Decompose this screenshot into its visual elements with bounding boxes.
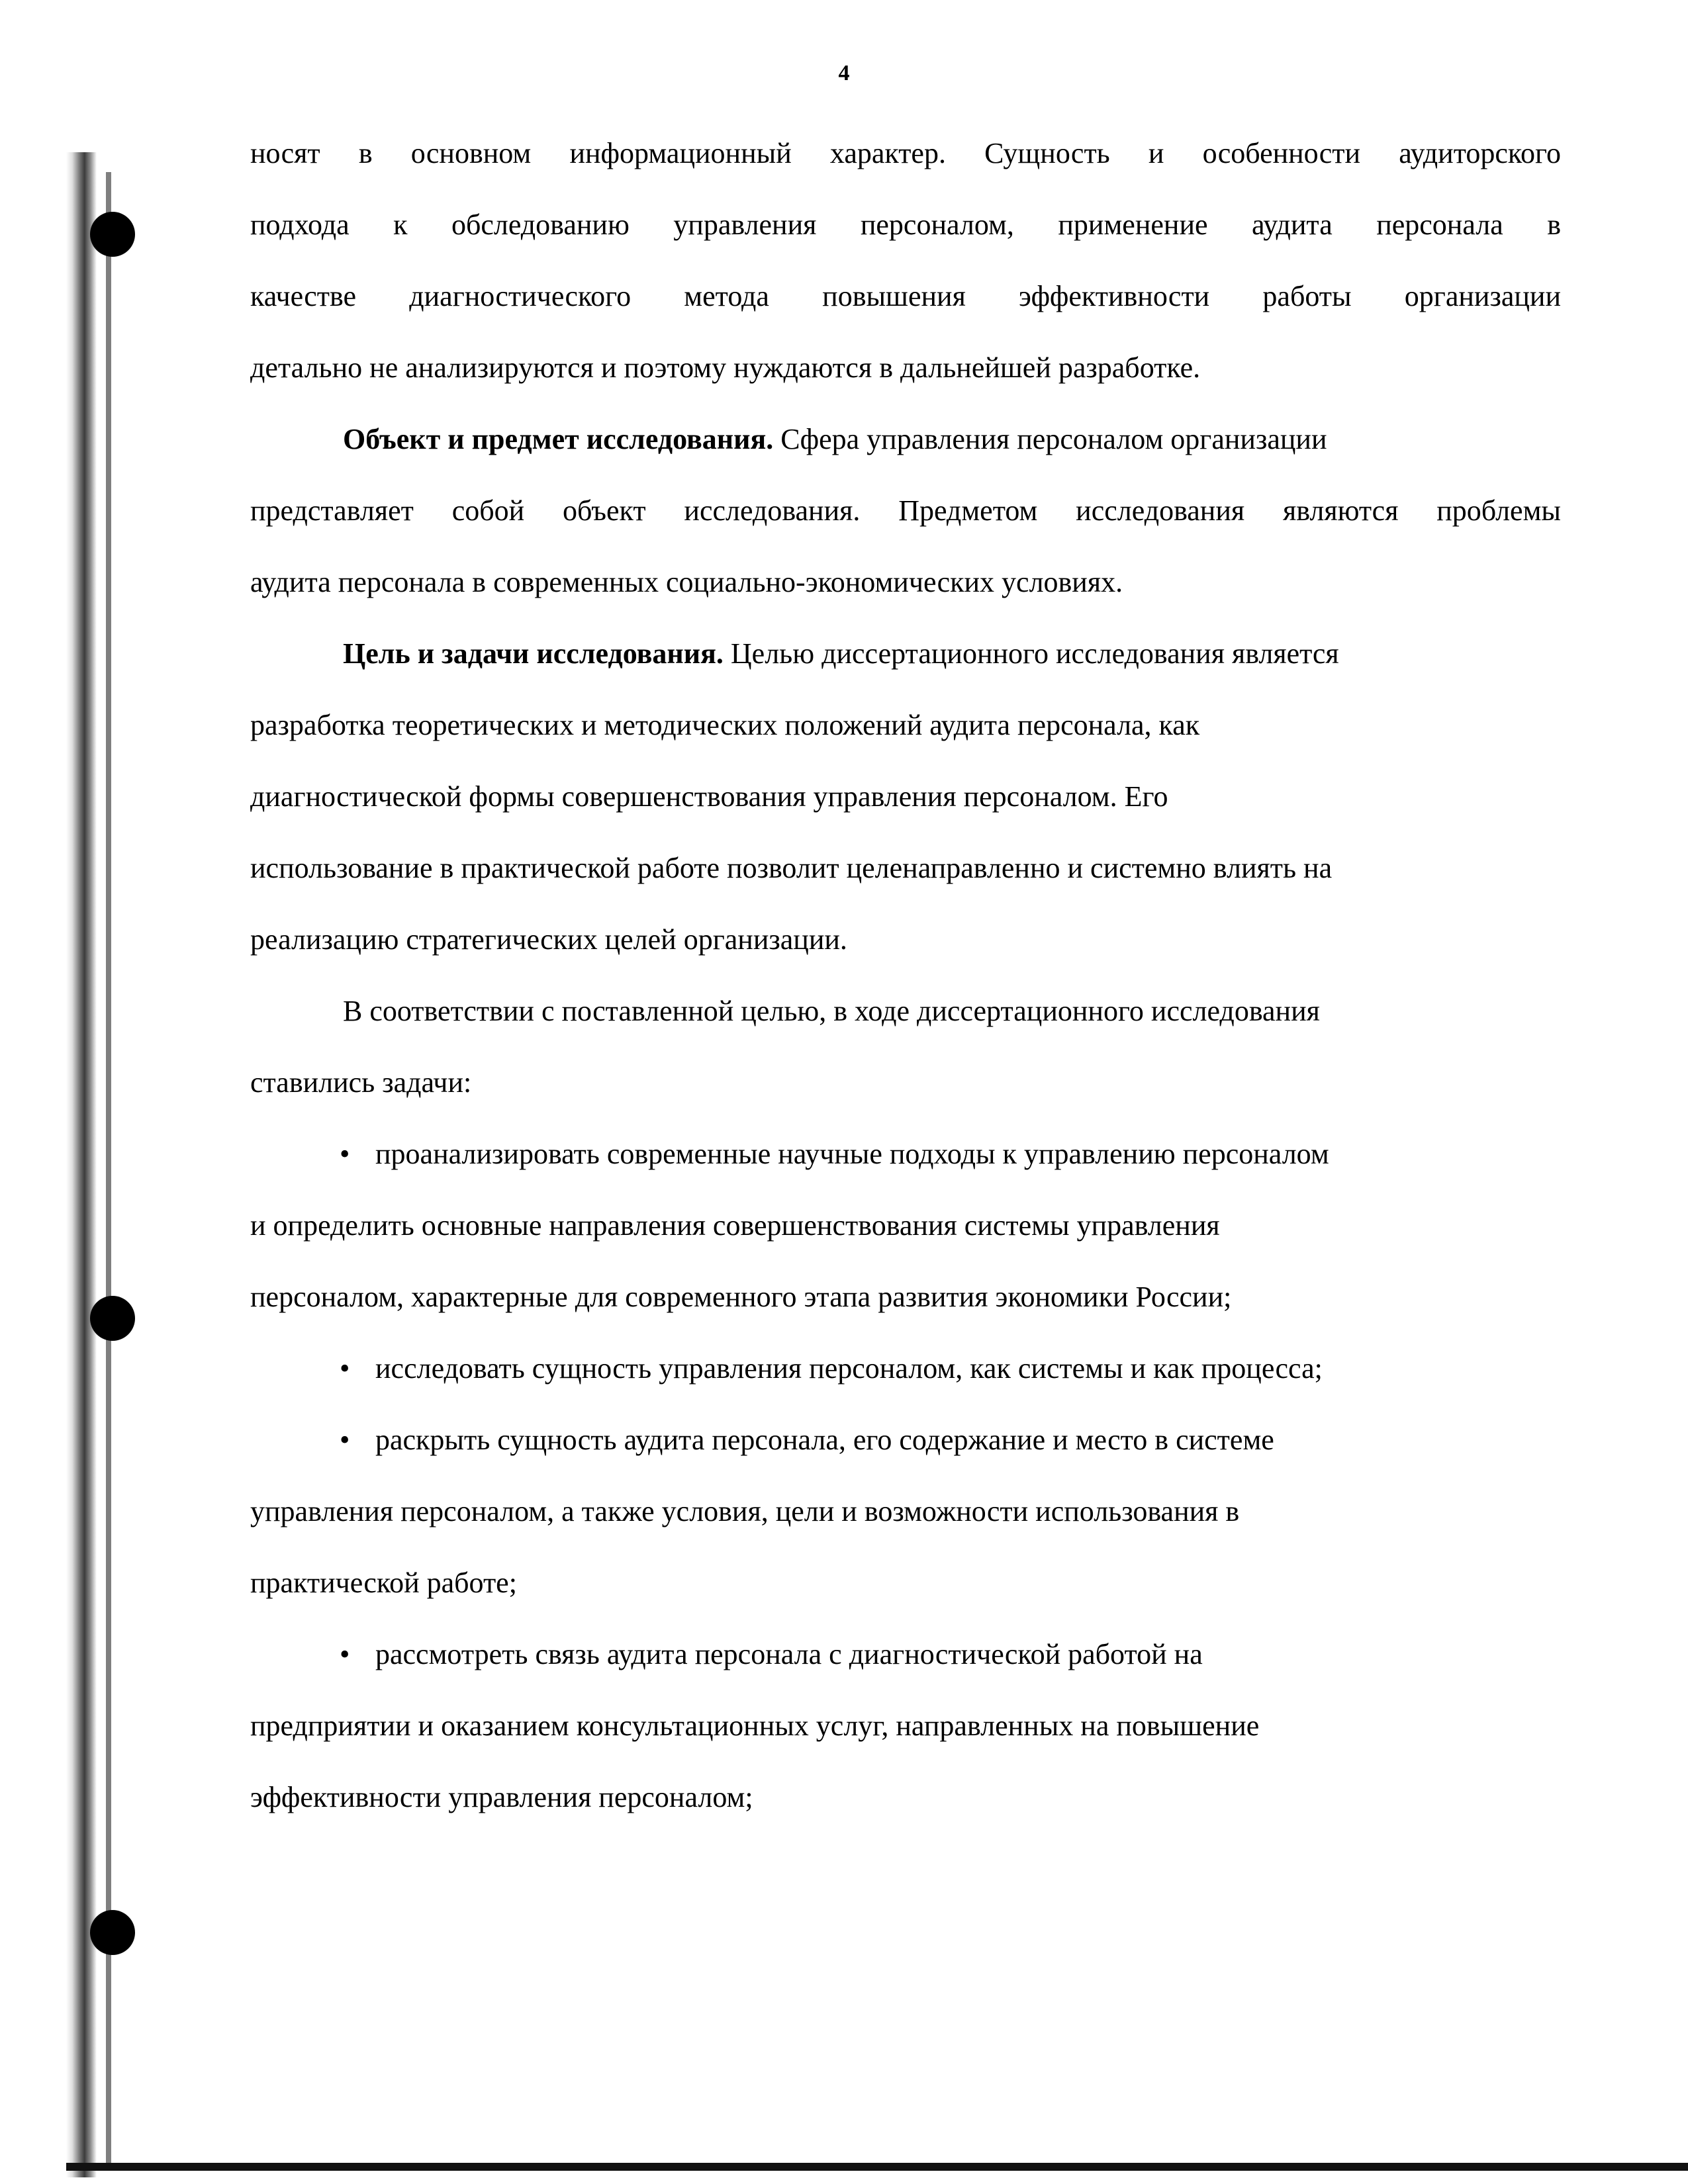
text-line: разработка теоретических и методических положений аудита персонала, как	[250, 709, 1200, 741]
text-line	[250, 1404, 1561, 1476]
text-line: ставились задачи:	[250, 1066, 472, 1099]
list-item	[250, 1404, 1561, 1619]
scan-edge-artifact	[66, 152, 97, 2177]
list-item	[250, 1118, 1561, 1333]
bullet-icon: •	[340, 1138, 350, 1170]
text-line: практической работе;	[250, 1567, 517, 1599]
text-line: персоналом, характерные для современного этапа развития экономики России;	[250, 1281, 1232, 1313]
list-item-text: исследовать сущность управления персоналом, как системы и как процесса;	[375, 1352, 1323, 1385]
text-line: диагностической формы совершенствования управления персоналом. Его	[250, 780, 1168, 813]
list-item-text: рассмотреть связь аудита персонала с диагностической работой на	[375, 1638, 1203, 1670]
list-item-text: проанализировать современные научные подходы к управлению персоналом	[375, 1138, 1329, 1170]
text-line	[250, 1118, 1561, 1190]
punch-hole	[90, 212, 135, 257]
text-line: носят в основном информационный характер. Сущность и особенности аудиторского	[250, 137, 1561, 169]
scan-bottom-edge	[66, 2163, 1688, 2171]
list-item	[250, 1333, 1561, 1404]
text-line: детально не анализируются и поэтому нуждаются в дальнейшей разработке.	[250, 351, 1201, 384]
task-list	[250, 1118, 1561, 1833]
text-line: реализацию стратегических целей организации.	[250, 923, 847, 956]
paragraph-continuation	[250, 118, 1561, 404]
text-span: Целью диссертационного исследования является	[723, 637, 1339, 670]
text-line	[250, 404, 1561, 475]
paragraph-object-subject	[250, 404, 1561, 618]
list-item	[250, 1619, 1561, 1833]
page-number: 4	[838, 61, 850, 85]
text-line: предприятии и оказанием консультационных услуг, направленных на повышение	[250, 1709, 1260, 1742]
bullet-icon: •	[340, 1424, 350, 1456]
scan-edge-line	[106, 172, 111, 2171]
text-line	[250, 1333, 1561, 1404]
paragraph-tasks-intro	[250, 976, 1561, 1118]
text-line: управления персоналом, а также условия, цели и возможности использования в	[250, 1495, 1240, 1527]
text-line: подхода к обследованию управления персоналом, применение аудита персонала в	[250, 208, 1561, 241]
text-line: использование в практической работе позволит целенаправленно и системно влиять на	[250, 852, 1333, 884]
section-heading-object: Объект и предмет исследования.	[343, 423, 774, 455]
list-item-text: раскрыть сущность аудита персонала, его содержание и место в системе	[375, 1424, 1274, 1456]
text-line: и определить основные направления совершенствования системы управления	[250, 1209, 1220, 1242]
section-heading-goals: Цель и задачи исследования.	[343, 637, 724, 670]
text-line: эффективности управления персоналом;	[250, 1781, 753, 1813]
text-line: представляет собой объект исследования. Предметом исследования являются проблемы	[250, 494, 1561, 527]
text-span: Сфера управления персоналом организации	[773, 423, 1327, 455]
paragraph-goals	[250, 618, 1561, 976]
punch-hole	[90, 1296, 135, 1341]
bullet-icon: •	[340, 1352, 350, 1385]
text-line	[250, 1619, 1561, 1690]
punch-hole	[90, 1910, 135, 1955]
bullet-icon: •	[340, 1638, 350, 1670]
text-line: В соответствии с поставленной целью, в ходе диссертационного исследования	[343, 995, 1320, 1027]
text-line: качестве диагностического метода повышения эффективности работы организации	[250, 280, 1561, 312]
text-line	[250, 618, 1561, 690]
text-line: аудита персонала в современных социально-экономических условиях.	[250, 566, 1123, 598]
